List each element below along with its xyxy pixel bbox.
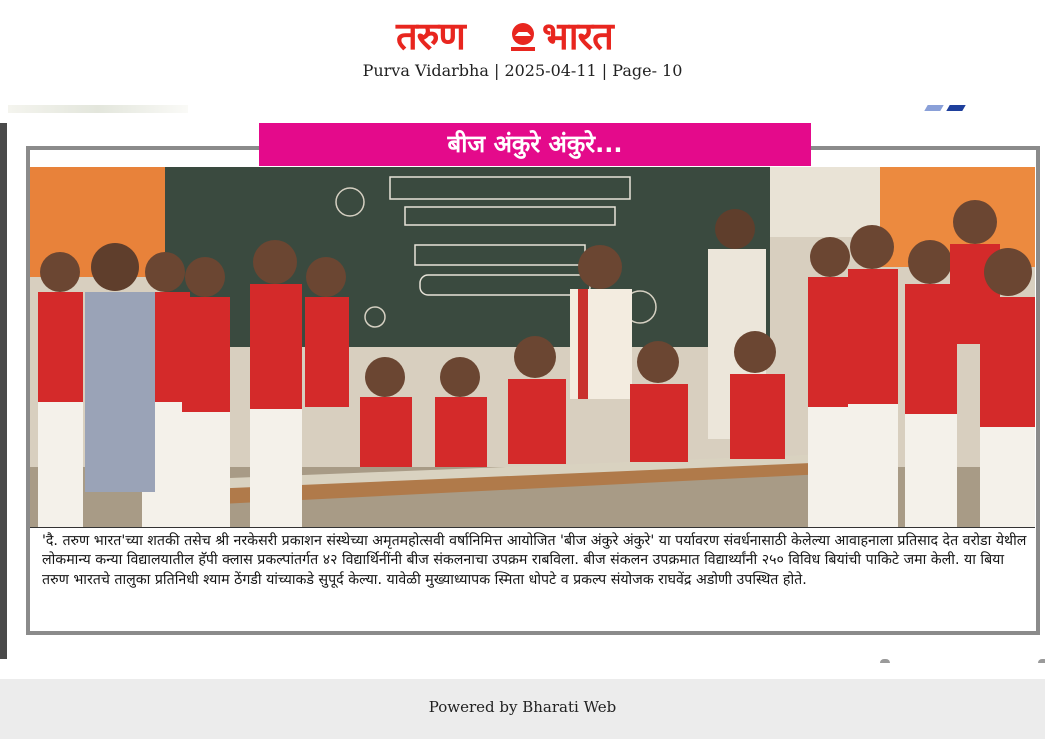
- masthead: [0, 0, 1045, 105]
- adjacent-graphic-bleed: [946, 105, 965, 111]
- edition-name: Purva Vidarbha: [362, 61, 489, 80]
- article-headline: बीज अंकुरे अंकुरे...: [259, 123, 811, 166]
- page-edge: [0, 123, 7, 659]
- news-clipping: [0, 105, 1045, 677]
- adjacent-article-bleed: [8, 105, 188, 113]
- adjacent-text-bleed: [878, 659, 1045, 663]
- logo-word-right: भारत: [542, 14, 613, 58]
- adjacent-graphic-bleed: [924, 105, 943, 111]
- article-caption: 'दै. तरुण भारत'च्या शतकी तसेच श्री नरकेसरी प्रकाशन संस्थेच्या अमृतमहोत्सवी वर्षानिमित्त आयोजित 'बीज अंकुरे अंकुरे' या पर्यावरण संवर्धनासाठी केलेल्या आवाहनाला प्रतिसाद देत वरोडा येथील लोकमान्य कन्या विद्यालयातील हॅपी क्लास प्रकल्पांतर्गत ४२ विद्यार्थिनींनी बीज संकलनाचा उपक्रम राबविला. बीज संकलन उपक्रमात विद्यार्थ्यांनी २५० विविध बियांची पाकिटे जमा केली. या बिया तरुण भारतचे तालुका प्रतिनिधी श्याम ठेंगडी यांच्याकडे सुपूर्द केल्या. यावेळी मुख्याध्यापक स्मिता धोपटे व प्रकल्प संयोजक राघवेंद्र अडोणी उपस्थित होते.: [42, 533, 1027, 588]
- logo-emblem-icon: [506, 19, 540, 53]
- edition-info: [0, 60, 1045, 82]
- caption-divider: [30, 527, 1035, 528]
- group-photo-illustration: [30, 167, 1035, 528]
- article-photo: [30, 167, 1035, 528]
- page-number: Page- 10: [612, 61, 683, 80]
- tarun-bharat-logo: [396, 14, 648, 58]
- meta-separator: |: [493, 61, 500, 80]
- powered-by-link[interactable]: Powered by Bharati Web: [428, 698, 617, 716]
- logo-word-left: तरुण: [396, 14, 465, 58]
- footer: [0, 679, 1045, 739]
- meta-separator: |: [601, 61, 608, 80]
- edition-date: 2025-04-11: [504, 61, 597, 80]
